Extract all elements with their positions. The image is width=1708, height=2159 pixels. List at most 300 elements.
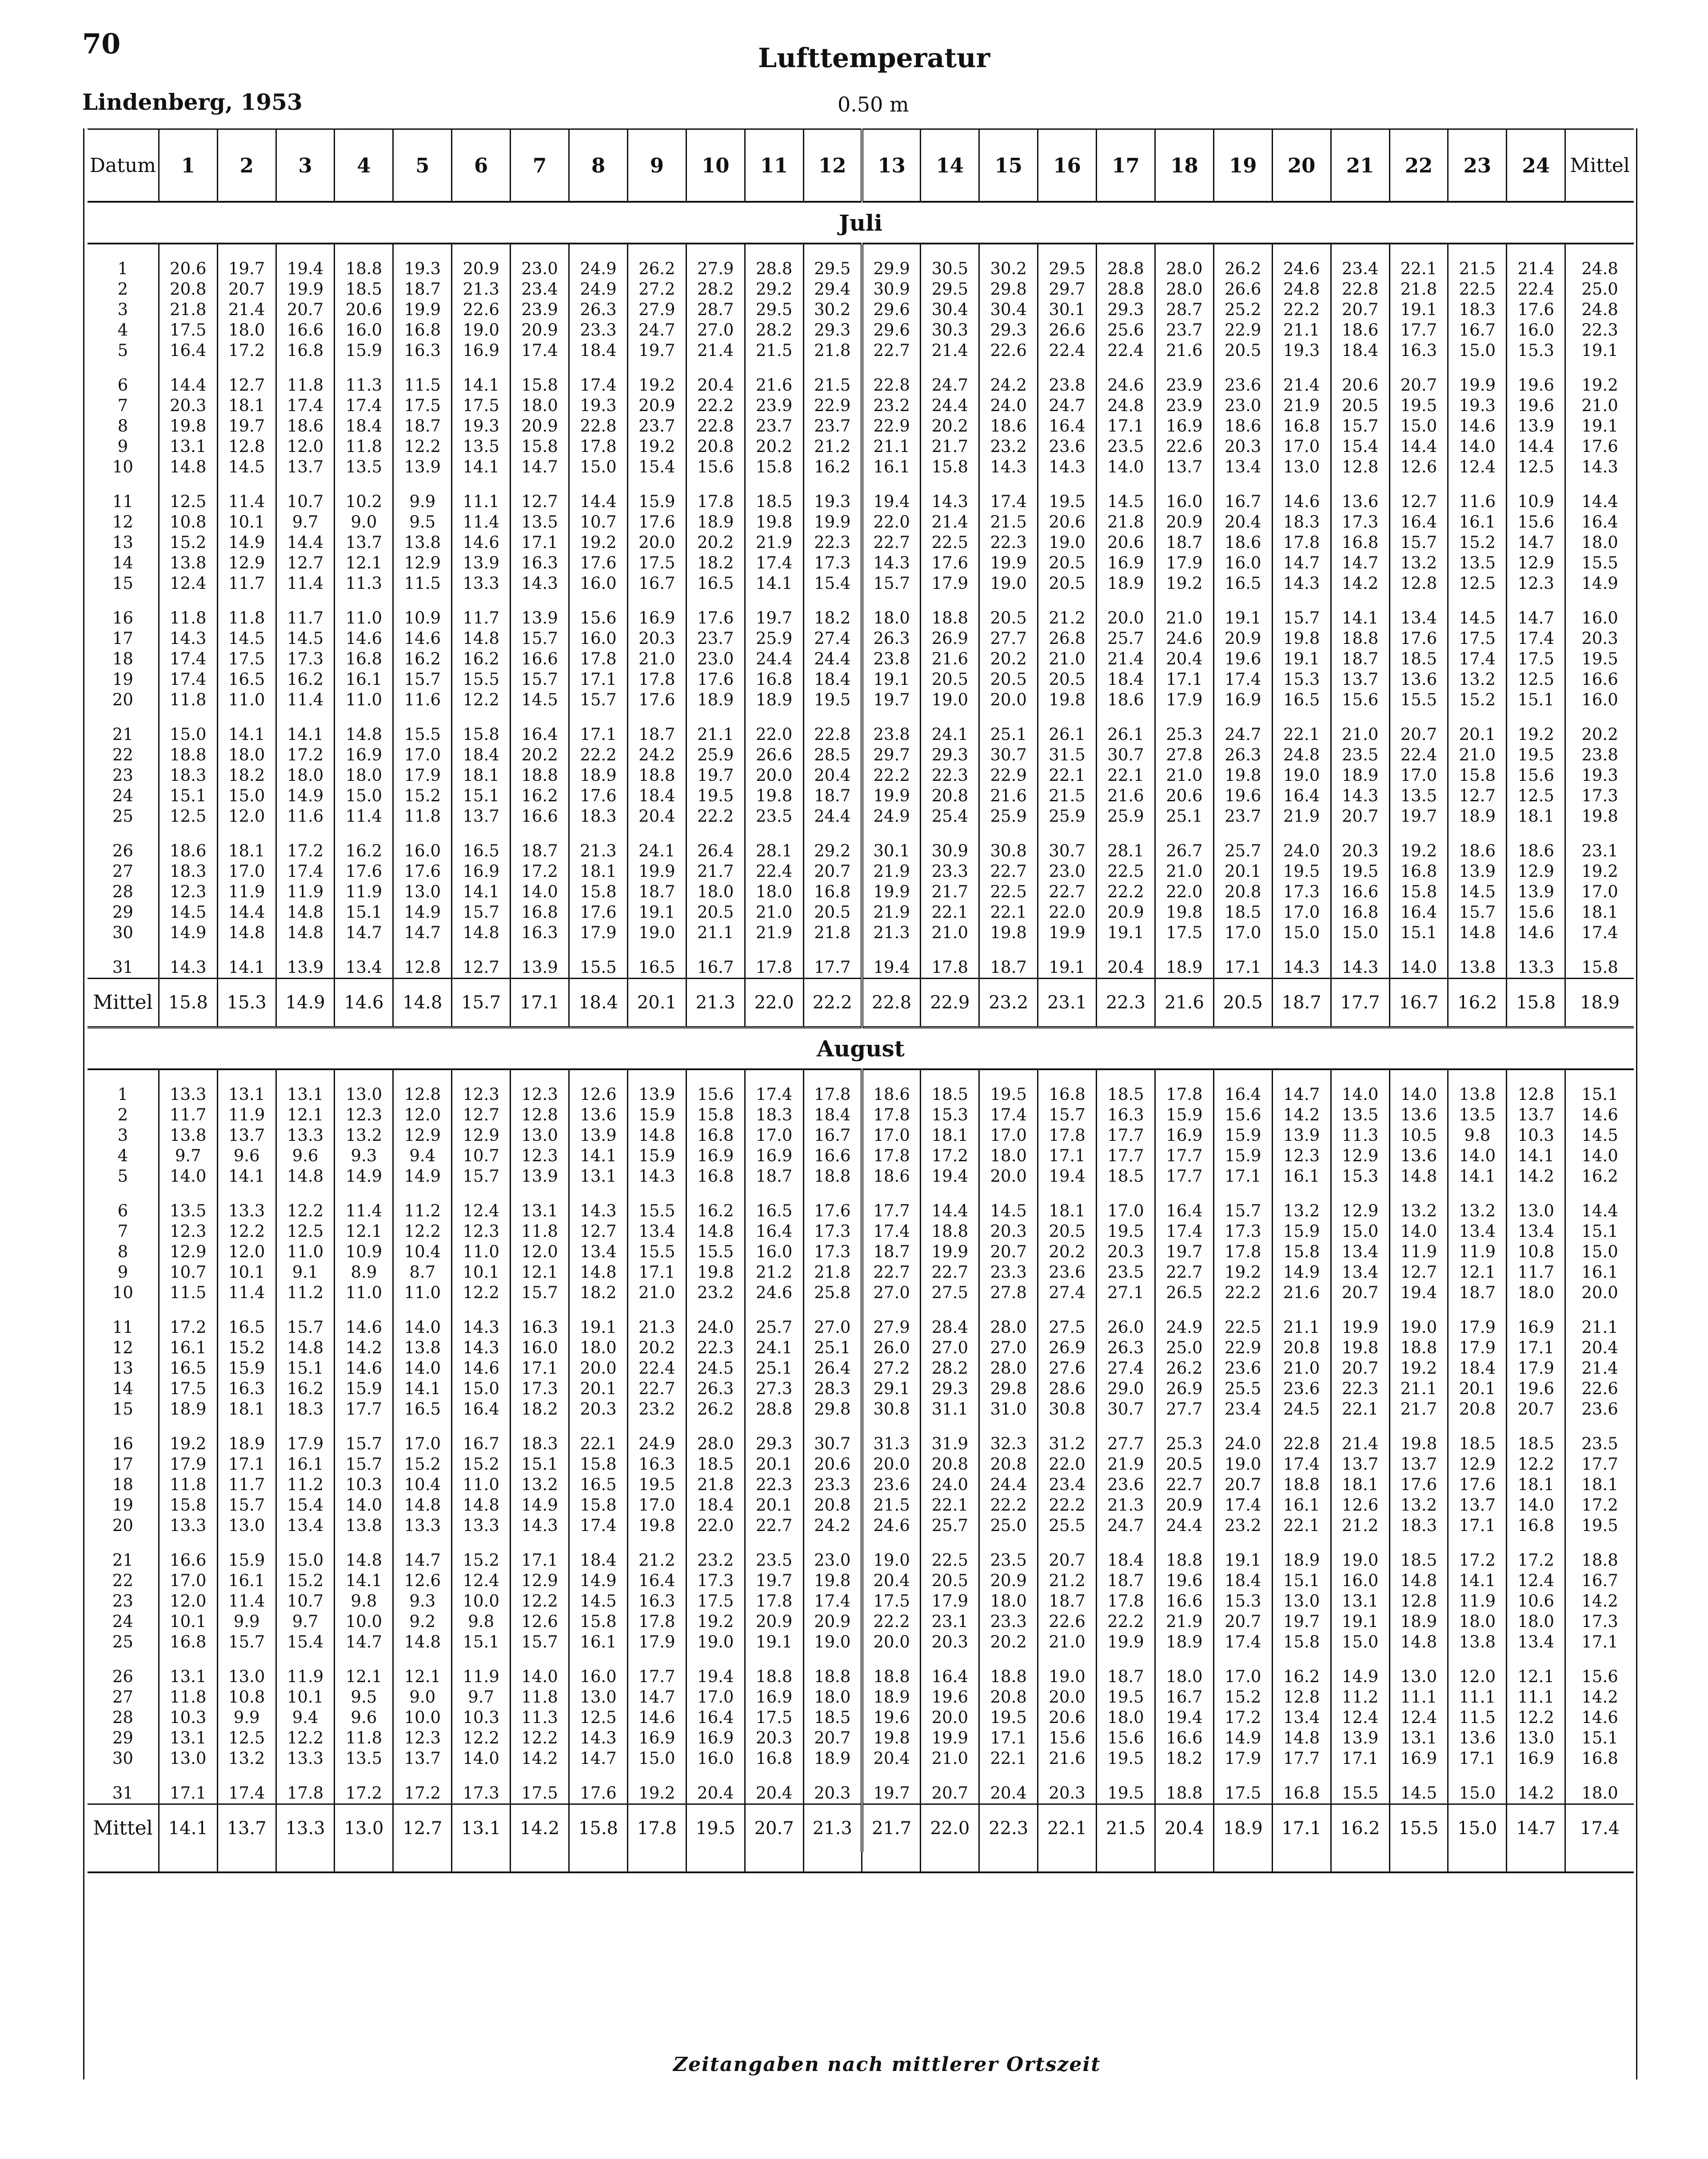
value-cell: 20.4 bbox=[862, 1571, 921, 1591]
value-cell: 27.0 bbox=[803, 1317, 862, 1338]
value-cell: 13.4 bbox=[1507, 1221, 1565, 1242]
value-cell: 14.5 bbox=[569, 1591, 628, 1611]
value-cell: 14.0 bbox=[452, 1748, 511, 1769]
value-cell: 16.5 bbox=[745, 1201, 803, 1221]
value-cell: 23.5 bbox=[1097, 436, 1155, 457]
value-cell: 17.2 bbox=[921, 1146, 979, 1166]
value-cell: 12.9 bbox=[452, 1125, 511, 1146]
value-cell: 12.1 bbox=[335, 1667, 393, 1687]
value-cell: 26.6 bbox=[1038, 320, 1097, 340]
value-cell: 18.7 bbox=[1097, 1571, 1155, 1591]
value-cell: 24.8 bbox=[1272, 745, 1331, 765]
mittel-value: 16.2 bbox=[1448, 979, 1507, 1028]
day-cell: 17 bbox=[112, 1455, 133, 1474]
value-cell: 21.9 bbox=[862, 861, 921, 882]
table-row bbox=[88, 532, 1634, 553]
value-cell: 12.5 bbox=[1507, 457, 1565, 477]
value-cell: 20.9 bbox=[511, 320, 569, 340]
table-row bbox=[88, 882, 1634, 902]
value-cell: 26.3 bbox=[1213, 745, 1272, 765]
value-cell: 21.5 bbox=[745, 340, 803, 361]
value-cell: 16.9 bbox=[686, 1146, 745, 1166]
value-cell: 9.0 bbox=[393, 1687, 452, 1707]
value-cell: 20.7 bbox=[803, 1728, 862, 1748]
mittel-value: 16.7 bbox=[1389, 979, 1448, 1028]
value-cell: 18.2 bbox=[686, 553, 745, 573]
value-cell: 14.4 bbox=[1389, 436, 1448, 457]
value-cell: 16.3 bbox=[511, 923, 569, 943]
value-cell: 13.0 bbox=[569, 1687, 628, 1707]
value-cell: 22.2 bbox=[1097, 882, 1155, 902]
table-row bbox=[88, 724, 1634, 745]
value-cell: 16.5 bbox=[159, 1358, 217, 1379]
value-cell: 22.2 bbox=[569, 745, 628, 765]
mean-cell: 17.7 bbox=[1565, 1454, 1634, 1475]
value-cell: 14.9 bbox=[335, 1166, 393, 1187]
value-cell: 18.9 bbox=[686, 512, 745, 532]
value-cell: 20.7 bbox=[1331, 1283, 1389, 1303]
value-cell: 27.0 bbox=[686, 320, 745, 340]
value-cell: 14.5 bbox=[1097, 492, 1155, 512]
value-cell: 27.4 bbox=[1038, 1283, 1097, 1303]
value-cell: 15.7 bbox=[569, 690, 628, 710]
value-cell: 21.1 bbox=[1272, 1317, 1331, 1338]
value-cell: 11.9 bbox=[1448, 1591, 1507, 1611]
value-cell: 22.7 bbox=[1155, 1262, 1213, 1283]
value-cell: 16.4 bbox=[627, 1571, 686, 1591]
value-cell: 24.4 bbox=[745, 649, 803, 669]
value-cell: 17.1 bbox=[511, 1550, 569, 1571]
value-cell: 11.0 bbox=[276, 1242, 335, 1262]
value-cell: 10.3 bbox=[335, 1475, 393, 1495]
value-cell: 20.9 bbox=[803, 1611, 862, 1632]
mean-cell: 23.8 bbox=[1565, 745, 1634, 765]
value-cell: 20.8 bbox=[921, 786, 979, 806]
value-cell: 20.6 bbox=[803, 1454, 862, 1475]
value-cell: 16.8 bbox=[1038, 1084, 1097, 1105]
value-cell: 15.7 bbox=[511, 669, 569, 690]
value-cell: 15.6 bbox=[1213, 1105, 1272, 1125]
value-cell: 12.3 bbox=[1272, 1146, 1331, 1166]
day-cell: 12 bbox=[112, 512, 133, 532]
value-cell: 14.1 bbox=[745, 573, 803, 594]
value-cell: 19.1 bbox=[1213, 608, 1272, 628]
value-cell: 14.0 bbox=[335, 1495, 393, 1515]
value-cell: 19.7 bbox=[686, 765, 745, 786]
value-cell: 18.7 bbox=[393, 416, 452, 436]
value-cell: 16.6 bbox=[1155, 1591, 1213, 1611]
value-cell: 13.3 bbox=[393, 1515, 452, 1536]
mean-cell: 15.1 bbox=[1565, 1221, 1634, 1242]
value-cell: 23.8 bbox=[1038, 375, 1097, 396]
value-cell: 8.9 bbox=[335, 1262, 393, 1283]
value-cell: 13.8 bbox=[159, 1125, 217, 1146]
value-cell: 30.4 bbox=[979, 300, 1038, 320]
value-cell: 19.5 bbox=[1097, 1221, 1155, 1242]
hour-header: 20 bbox=[1272, 129, 1331, 202]
value-cell: 30.1 bbox=[1038, 300, 1097, 320]
value-cell: 25.7 bbox=[745, 1317, 803, 1338]
value-cell: 29.5 bbox=[803, 259, 862, 279]
mittel-value: 20.7 bbox=[745, 1804, 803, 1852]
value-cell: 20.3 bbox=[979, 1221, 1038, 1242]
value-cell: 14.3 bbox=[159, 628, 217, 649]
value-cell: 21.4 bbox=[921, 512, 979, 532]
table-row bbox=[88, 745, 1634, 765]
value-cell: 18.7 bbox=[393, 279, 452, 300]
value-cell: 17.5 bbox=[393, 396, 452, 416]
value-cell: 13.4 bbox=[1331, 1262, 1389, 1283]
value-cell: 14.3 bbox=[1331, 957, 1389, 979]
value-cell: 17.2 bbox=[1448, 1550, 1507, 1571]
value-cell: 15.9 bbox=[1213, 1125, 1272, 1146]
value-cell: 16.3 bbox=[511, 553, 569, 573]
value-cell: 20.3 bbox=[921, 1632, 979, 1652]
value-cell: 13.0 bbox=[217, 1515, 276, 1536]
value-cell: 16.0 bbox=[511, 1338, 569, 1358]
value-cell: 9.4 bbox=[393, 1146, 452, 1166]
value-cell: 14.3 bbox=[452, 1317, 511, 1338]
mean-cell: 20.4 bbox=[1565, 1338, 1634, 1358]
value-cell: 18.4 bbox=[1213, 1571, 1272, 1591]
value-cell: 17.0 bbox=[745, 1125, 803, 1146]
value-cell: 25.3 bbox=[1155, 724, 1213, 745]
value-cell: 16.2 bbox=[452, 649, 511, 669]
value-cell: 12.2 bbox=[452, 690, 511, 710]
value-cell: 18.8 bbox=[1331, 628, 1389, 649]
mittel-value: 22.2 bbox=[803, 979, 862, 1028]
value-cell: 16.1 bbox=[1448, 512, 1507, 532]
table-row bbox=[88, 1358, 1634, 1379]
mean-cell: 16.6 bbox=[1565, 669, 1634, 690]
value-cell: 24.9 bbox=[569, 279, 628, 300]
value-cell: 22.7 bbox=[862, 340, 921, 361]
value-cell: 18.3 bbox=[511, 1434, 569, 1454]
value-cell: 24.9 bbox=[862, 806, 921, 827]
value-cell: 11.5 bbox=[393, 375, 452, 396]
value-cell: 29.3 bbox=[979, 320, 1038, 340]
value-cell: 16.5 bbox=[393, 1399, 452, 1419]
value-cell: 13.5 bbox=[1331, 1105, 1389, 1125]
value-cell: 16.0 bbox=[1331, 1571, 1389, 1591]
value-cell: 10.8 bbox=[159, 512, 217, 532]
mean-cell: 18.0 bbox=[1565, 1783, 1634, 1804]
table-row bbox=[88, 396, 1634, 416]
mittel-value: 17.1 bbox=[1272, 1804, 1331, 1852]
value-cell: 10.0 bbox=[393, 1707, 452, 1728]
value-cell: 17.7 bbox=[335, 1399, 393, 1419]
value-cell: 22.6 bbox=[1155, 436, 1213, 457]
value-cell: 19.9 bbox=[803, 512, 862, 532]
value-cell: 18.4 bbox=[452, 745, 511, 765]
value-cell: 23.0 bbox=[803, 1550, 862, 1571]
value-cell: 17.3 bbox=[686, 1571, 745, 1591]
value-cell: 14.0 bbox=[159, 1166, 217, 1187]
value-cell: 22.2 bbox=[686, 396, 745, 416]
value-cell: 22.9 bbox=[1213, 1338, 1272, 1358]
table-row bbox=[88, 1105, 1634, 1125]
value-cell: 16.0 bbox=[686, 1748, 745, 1769]
value-cell: 15.5 bbox=[452, 669, 511, 690]
value-cell: 13.2 bbox=[335, 1125, 393, 1146]
value-cell: 14.8 bbox=[276, 1338, 335, 1358]
value-cell: 9.8 bbox=[1448, 1125, 1507, 1146]
value-cell: 13.4 bbox=[335, 957, 393, 979]
value-cell: 28.3 bbox=[803, 1379, 862, 1399]
value-cell: 13.9 bbox=[511, 957, 569, 979]
value-cell: 25.3 bbox=[1155, 1434, 1213, 1454]
value-cell: 17.1 bbox=[1155, 669, 1213, 690]
value-cell: 19.1 bbox=[627, 902, 686, 923]
value-cell: 15.5 bbox=[627, 1201, 686, 1221]
value-cell: 18.0 bbox=[979, 1146, 1038, 1166]
hour-header: 8 bbox=[569, 129, 628, 202]
value-cell: 14.3 bbox=[569, 1728, 628, 1748]
value-cell: 25.0 bbox=[1155, 1338, 1213, 1358]
value-cell: 13.1 bbox=[1389, 1728, 1448, 1748]
value-cell: 20.7 bbox=[276, 300, 335, 320]
value-cell: 18.6 bbox=[1448, 841, 1507, 861]
page-title: Lufttemperatur bbox=[758, 43, 990, 74]
value-cell: 18.6 bbox=[159, 841, 217, 861]
value-cell: 19.9 bbox=[921, 1242, 979, 1262]
value-cell: 20.0 bbox=[979, 690, 1038, 710]
value-cell: 17.6 bbox=[627, 512, 686, 532]
value-cell: 19.6 bbox=[1507, 1379, 1565, 1399]
value-cell: 14.9 bbox=[393, 902, 452, 923]
value-cell: 17.4 bbox=[862, 1221, 921, 1242]
value-cell: 15.7 bbox=[276, 1317, 335, 1338]
hour-header: 9 bbox=[627, 129, 686, 202]
value-cell: 18.3 bbox=[1272, 512, 1331, 532]
day-cell: 11 bbox=[112, 1318, 133, 1337]
value-cell: 17.7 bbox=[862, 1201, 921, 1221]
value-cell: 17.6 bbox=[1507, 300, 1565, 320]
value-cell: 26.4 bbox=[686, 841, 745, 861]
value-cell: 14.8 bbox=[217, 923, 276, 943]
value-cell: 13.3 bbox=[452, 573, 511, 594]
value-cell: 15.3 bbox=[1331, 1166, 1389, 1187]
value-cell: 18.1 bbox=[452, 765, 511, 786]
value-cell: 18.2 bbox=[1155, 1748, 1213, 1769]
value-cell: 29.8 bbox=[803, 1399, 862, 1419]
value-cell: 13.1 bbox=[511, 1201, 569, 1221]
value-cell: 16.3 bbox=[393, 340, 452, 361]
value-cell: 13.1 bbox=[217, 1084, 276, 1105]
value-cell: 14.1 bbox=[393, 1379, 452, 1399]
value-cell: 11.4 bbox=[335, 806, 393, 827]
value-cell: 15.0 bbox=[1331, 1221, 1389, 1242]
value-cell: 15.2 bbox=[159, 532, 217, 553]
day-cell: 3 bbox=[117, 1126, 128, 1145]
value-cell: 13.3 bbox=[159, 1084, 217, 1105]
value-cell: 19.5 bbox=[1097, 1687, 1155, 1707]
value-cell: 19.5 bbox=[686, 786, 745, 806]
hour-header: 6 bbox=[452, 129, 511, 202]
mean-cell: 15.8 bbox=[1565, 957, 1634, 979]
value-cell: 13.1 bbox=[569, 1166, 628, 1187]
value-cell: 21.8 bbox=[803, 923, 862, 943]
month-title: Juli bbox=[88, 202, 1634, 244]
mittel-header: Mittel bbox=[1565, 129, 1634, 202]
value-cell: 18.2 bbox=[217, 765, 276, 786]
value-cell: 18.7 bbox=[627, 724, 686, 745]
mittel-value: 15.8 bbox=[1507, 979, 1565, 1028]
value-cell: 29.3 bbox=[921, 1379, 979, 1399]
value-cell: 10.1 bbox=[217, 512, 276, 532]
value-cell: 17.1 bbox=[1213, 957, 1272, 979]
value-cell: 25.1 bbox=[1155, 806, 1213, 827]
value-cell: 14.1 bbox=[452, 375, 511, 396]
value-cell: 11.0 bbox=[452, 1242, 511, 1262]
value-cell: 21.3 bbox=[862, 923, 921, 943]
value-cell: 20.7 bbox=[1389, 724, 1448, 745]
value-cell: 29.7 bbox=[1038, 279, 1097, 300]
value-cell: 19.0 bbox=[452, 320, 511, 340]
value-cell: 19.5 bbox=[627, 1475, 686, 1495]
mean-cell: 20.2 bbox=[1565, 724, 1634, 745]
value-cell: 17.4 bbox=[1213, 1495, 1272, 1515]
value-cell: 18.8 bbox=[511, 765, 569, 786]
value-cell: 12.3 bbox=[452, 1221, 511, 1242]
mean-cell: 17.1 bbox=[1565, 1632, 1634, 1652]
value-cell: 12.9 bbox=[1507, 861, 1565, 882]
value-cell: 24.9 bbox=[569, 259, 628, 279]
value-cell: 8.7 bbox=[393, 1262, 452, 1283]
value-cell: 21.8 bbox=[1389, 279, 1448, 300]
value-cell: 28.4 bbox=[921, 1317, 979, 1338]
value-cell: 23.2 bbox=[1213, 1515, 1272, 1536]
mittel-value: 23.1 bbox=[1038, 979, 1097, 1028]
value-cell: 21.6 bbox=[1097, 786, 1155, 806]
value-cell: 17.0 bbox=[1097, 1201, 1155, 1221]
table-row bbox=[88, 1262, 1634, 1283]
table-row bbox=[88, 1667, 1634, 1687]
value-cell: 18.5 bbox=[686, 1454, 745, 1475]
value-cell: 30.2 bbox=[979, 259, 1038, 279]
value-cell: 14.8 bbox=[276, 902, 335, 923]
hour-header: 11 bbox=[745, 129, 803, 202]
value-cell: 22.8 bbox=[686, 416, 745, 436]
value-cell: 11.5 bbox=[1448, 1707, 1507, 1728]
value-cell: 28.0 bbox=[1155, 279, 1213, 300]
value-cell: 24.0 bbox=[921, 1475, 979, 1495]
value-cell: 19.0 bbox=[1389, 1317, 1448, 1338]
value-cell: 17.0 bbox=[217, 861, 276, 882]
value-cell: 28.1 bbox=[745, 841, 803, 861]
value-cell: 18.3 bbox=[569, 806, 628, 827]
value-cell: 17.4 bbox=[217, 1783, 276, 1804]
value-cell: 16.4 bbox=[686, 1707, 745, 1728]
value-cell: 15.6 bbox=[686, 1084, 745, 1105]
value-cell: 30.1 bbox=[862, 841, 921, 861]
value-cell: 24.6 bbox=[1155, 628, 1213, 649]
value-cell: 22.8 bbox=[569, 416, 628, 436]
value-cell: 17.1 bbox=[159, 1783, 217, 1804]
day-cell: 2 bbox=[117, 280, 128, 299]
value-cell: 15.7 bbox=[511, 1283, 569, 1303]
value-cell: 25.1 bbox=[803, 1338, 862, 1358]
value-cell: 15.2 bbox=[276, 1571, 335, 1591]
value-cell: 27.2 bbox=[862, 1358, 921, 1379]
value-cell: 9.8 bbox=[335, 1591, 393, 1611]
value-cell: 18.5 bbox=[1448, 1434, 1507, 1454]
value-cell: 11.8 bbox=[159, 608, 217, 628]
value-cell: 17.0 bbox=[1272, 436, 1331, 457]
value-cell: 29.7 bbox=[862, 745, 921, 765]
value-cell: 17.3 bbox=[1272, 882, 1331, 902]
value-cell: 11.9 bbox=[1448, 1242, 1507, 1262]
value-cell: 18.6 bbox=[1213, 416, 1272, 436]
value-cell: 15.2 bbox=[393, 1454, 452, 1475]
value-cell: 19.8 bbox=[1389, 1434, 1448, 1454]
value-cell: 17.2 bbox=[1213, 1707, 1272, 1728]
value-cell: 16.1 bbox=[335, 669, 393, 690]
value-cell: 20.6 bbox=[1097, 532, 1155, 553]
value-cell: 29.0 bbox=[1097, 1379, 1155, 1399]
value-cell: 12.3 bbox=[452, 1084, 511, 1105]
value-cell: 13.6 bbox=[1331, 492, 1389, 512]
table-row bbox=[88, 669, 1634, 690]
value-cell: 22.7 bbox=[979, 861, 1038, 882]
value-cell: 14.8 bbox=[1272, 1728, 1331, 1748]
day-cell: 11 bbox=[112, 492, 133, 511]
value-cell: 16.9 bbox=[745, 1687, 803, 1707]
value-cell: 21.2 bbox=[745, 1262, 803, 1283]
mean-cell: 16.0 bbox=[1565, 608, 1634, 628]
value-cell: 22.2 bbox=[979, 1495, 1038, 1515]
value-cell: 18.9 bbox=[1097, 573, 1155, 594]
value-cell: 21.3 bbox=[452, 279, 511, 300]
table-row bbox=[88, 1317, 1634, 1338]
value-cell: 21.3 bbox=[1097, 1495, 1155, 1515]
value-cell: 24.2 bbox=[627, 745, 686, 765]
mittel-value: 22.0 bbox=[921, 1804, 979, 1852]
value-cell: 13.3 bbox=[217, 1201, 276, 1221]
value-cell: 28.6 bbox=[1038, 1379, 1097, 1399]
mean-cell: 19.8 bbox=[1565, 806, 1634, 827]
value-cell: 18.6 bbox=[1507, 841, 1565, 861]
footnote: Zeitangaben nach mittlerer Ortszeit bbox=[673, 2053, 1101, 2076]
value-cell: 20.9 bbox=[979, 1571, 1038, 1591]
value-cell: 31.0 bbox=[979, 1399, 1038, 1419]
value-cell: 12.1 bbox=[393, 1667, 452, 1687]
day-cell: 19 bbox=[112, 670, 133, 689]
mittel-value: 14.6 bbox=[335, 979, 393, 1028]
value-cell: 29.3 bbox=[1097, 300, 1155, 320]
value-cell: 22.7 bbox=[862, 532, 921, 553]
value-cell: 9.9 bbox=[217, 1707, 276, 1728]
value-cell: 23.7 bbox=[1213, 806, 1272, 827]
mean-cell: 20.0 bbox=[1565, 1283, 1634, 1303]
value-cell: 17.9 bbox=[1448, 1317, 1507, 1338]
value-cell: 12.1 bbox=[1507, 1667, 1565, 1687]
day-cell: 9 bbox=[117, 1263, 128, 1282]
hour-header: 13 bbox=[862, 129, 921, 202]
value-cell: 17.1 bbox=[569, 724, 628, 745]
spacer-row bbox=[88, 827, 1634, 841]
temperature-table bbox=[88, 128, 1634, 1873]
mean-cell: 15.6 bbox=[1565, 1667, 1634, 1687]
value-cell: 19.0 bbox=[979, 573, 1038, 594]
value-cell: 17.6 bbox=[569, 1783, 628, 1804]
value-cell: 13.0 bbox=[1507, 1201, 1565, 1221]
value-cell: 21.8 bbox=[803, 340, 862, 361]
table-row bbox=[88, 340, 1634, 361]
value-cell: 13.8 bbox=[393, 1338, 452, 1358]
value-cell: 12.7 bbox=[511, 492, 569, 512]
value-cell: 32.3 bbox=[979, 1434, 1038, 1454]
